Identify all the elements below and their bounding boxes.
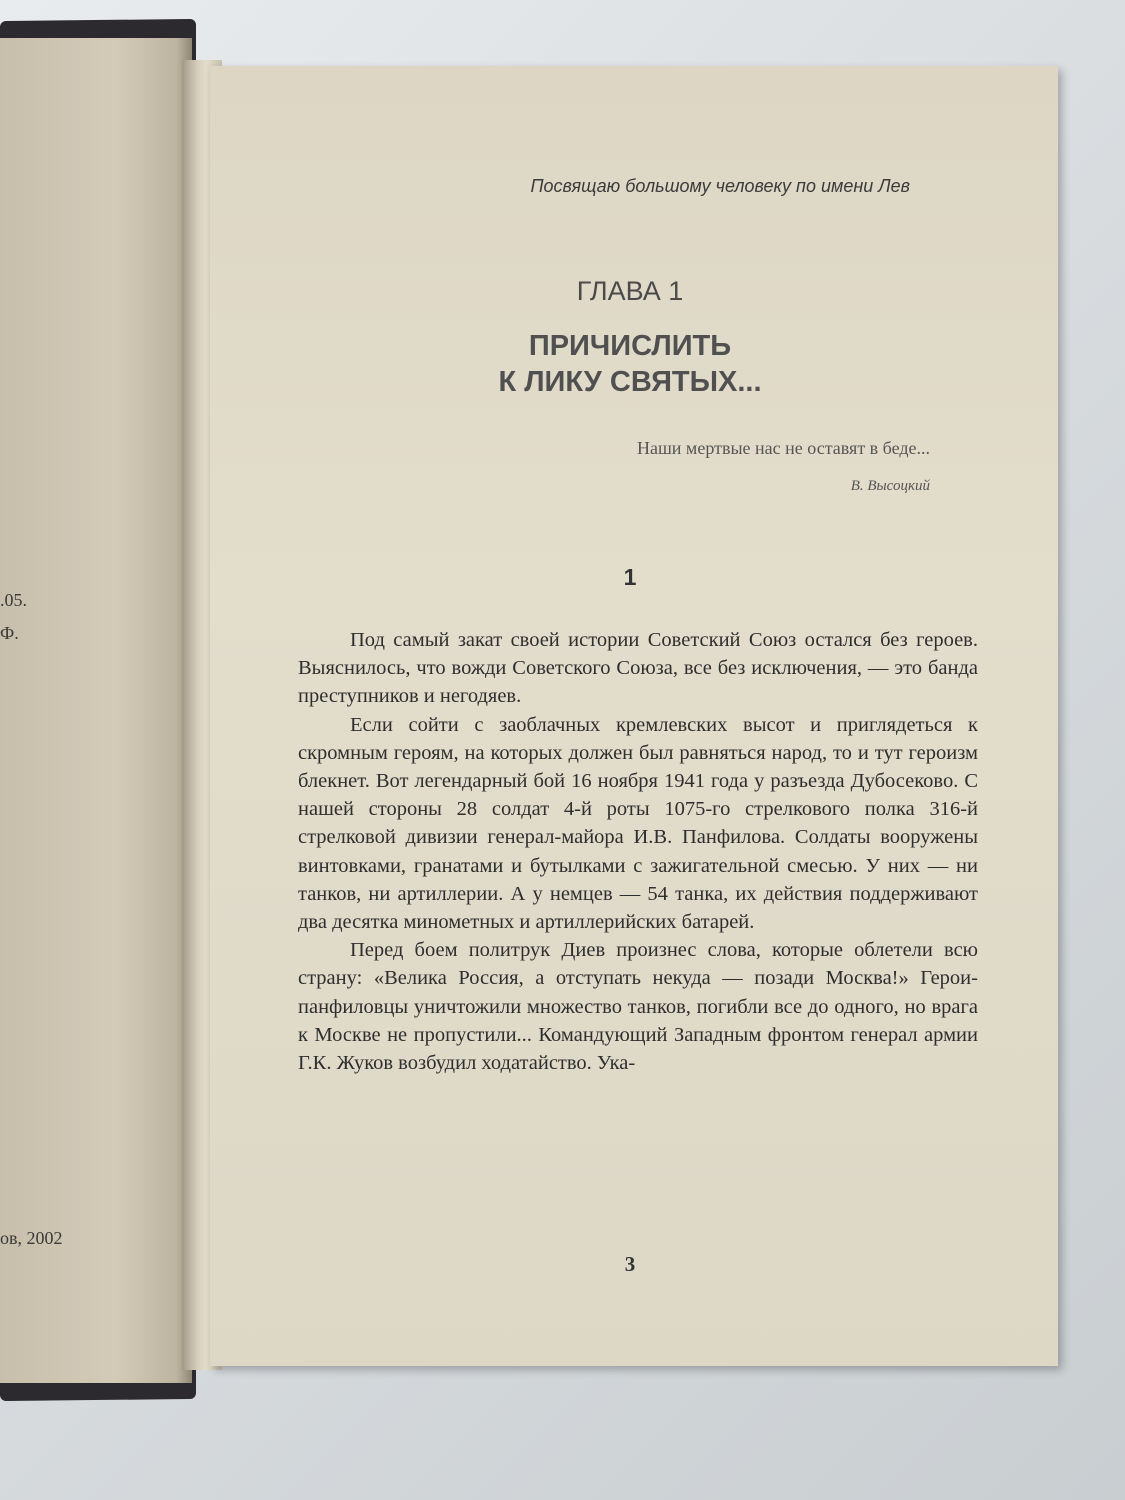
page-number: 3 [624,1252,636,1276]
section-number: 1 [623,564,637,590]
body-text [298,626,978,1077]
left-page [0,38,192,1383]
chapter-label: ГЛАВА 1 [576,276,684,306]
paragraph-1: Под самый закат своей истории Советский Союз остался без героев. Выяснилось, что вожди Советского Союза, все без исключения, — это банда преступников и негодяев. [298,629,978,708]
paragraph-2: Если сойти с заоблачных кремлевских высот и приглядеться к скромным героям, на которых должен был равняться народ, то и тут героизм блекнет. Вот легендарный бой 16 ноября 1941 года у разъезда Дубосеково. С нашей стороны 28 солдат 4-й роты 1075-го стрелкового полка 316-й стрелковой дивизии генерал-майора И.В. Панфилова. Солдаты вооружены винтовками, гранатами и бутылками с зажигательной смесью. У них — ни танков, ни артиллерии. А у немцев — 54 танка, их действия поддерживают два десятка минометных и артиллерийских батарей. [298,713,978,934]
epigraph-author: В. Высоцкий [850,478,930,494]
chapter-title-line-1: ПРИЧИСЛИТЬ [528,330,732,362]
left-page-fragment-3: ов, 2002 [0,1228,63,1248]
chapter-title [450,328,810,400]
left-page-fragment-2: Ф. [0,623,19,643]
chapter-title-line-2: К ЛИКУ СВЯТЫХ... [498,366,762,398]
dedication: Посвящаю большому человеку по имени Лев [530,176,910,196]
right-page [210,66,1058,1366]
epigraph: Наши мертвые нас не оставят в беде... [636,438,930,458]
left-page-fragment-1: .05. [0,590,27,610]
paragraph-3: Перед боем политрук Диев произнес слова, которые облетели всю страну: «Велика Россия, а отступать некуда — позади Москва!» Герои-панфиловцы уничтожили множество танков, погибли все до одного, но врага к Москве не пропустили... Командующий Западным фронтом генерал армии Г.К. Жуков возбудил ходатайство. Ука- [298,939,978,1075]
